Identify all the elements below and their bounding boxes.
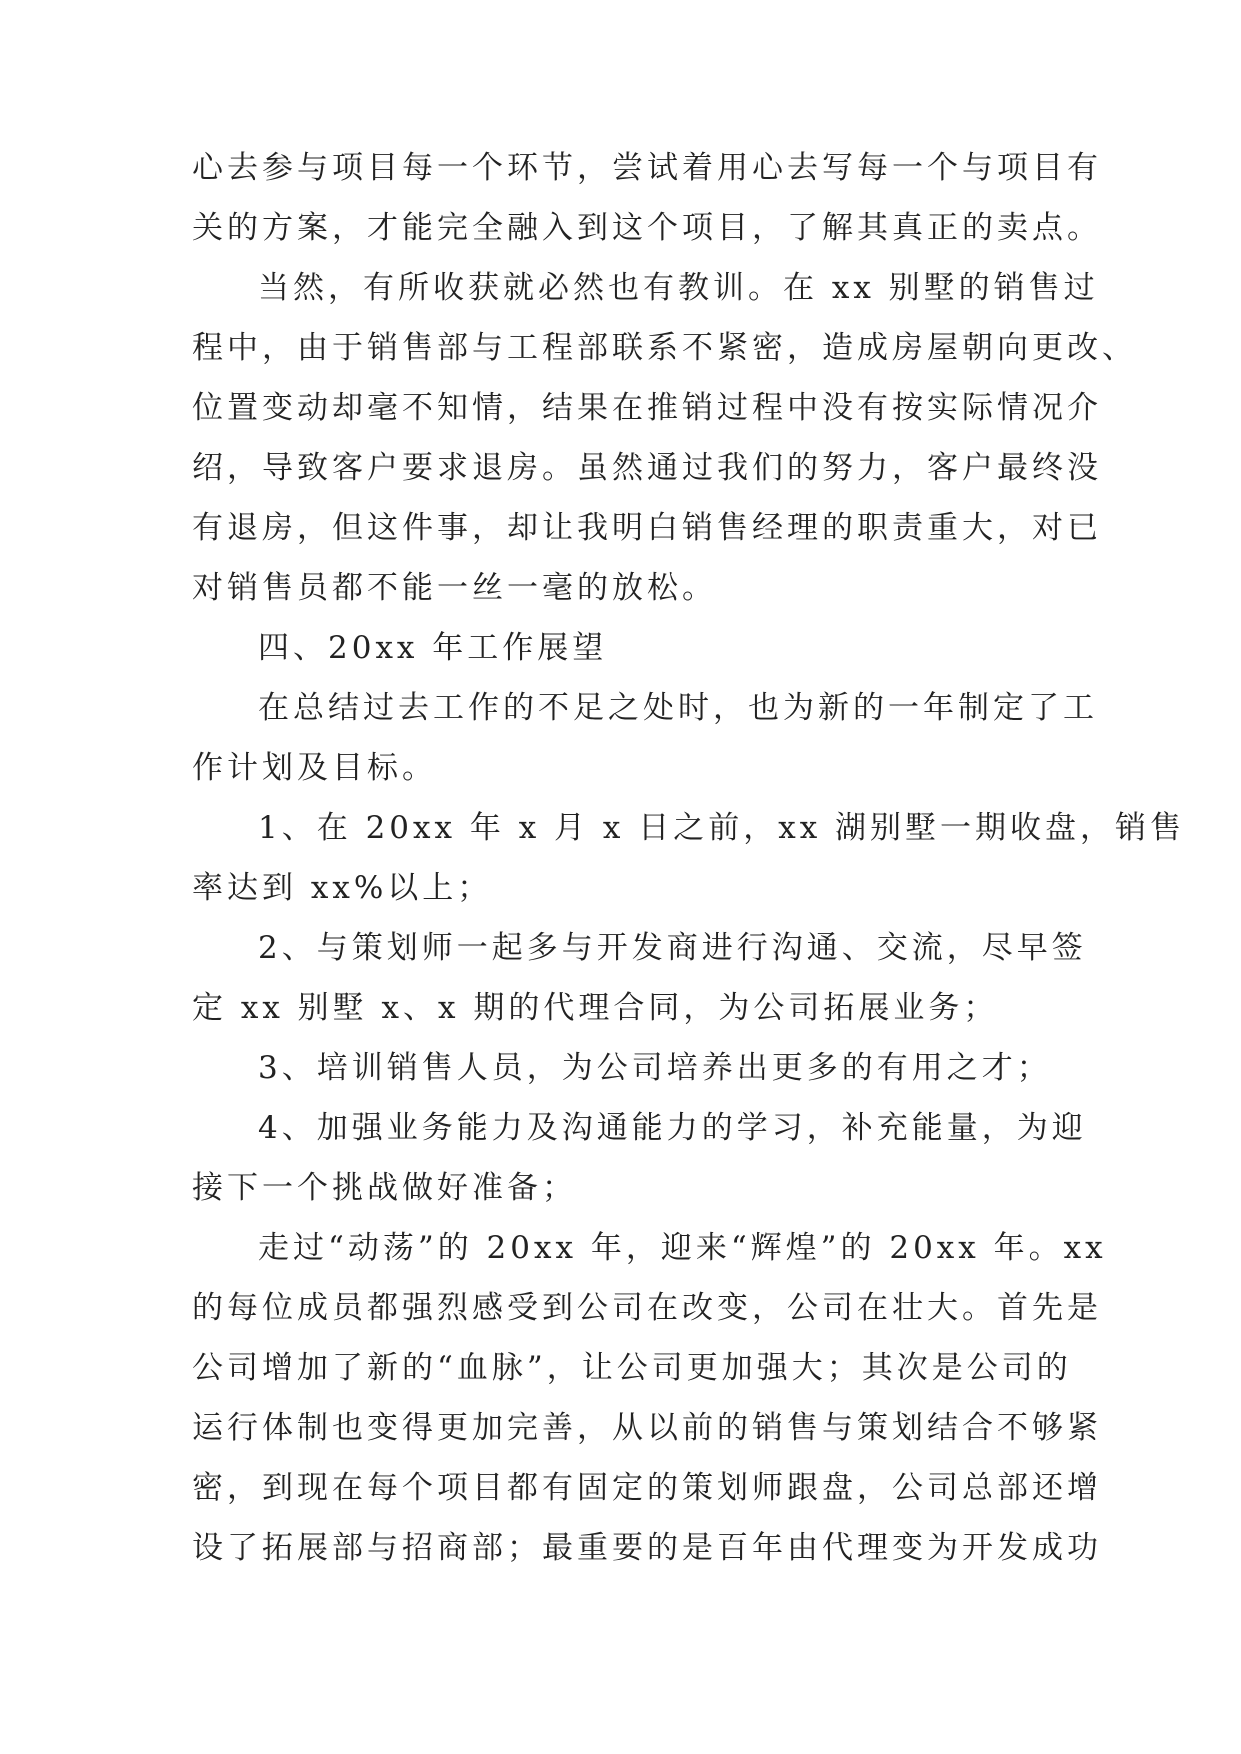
text-line: 的每位成员都强烈感受到公司在改变，公司在壮大。首先是 (192, 1290, 1102, 1326)
text-line: 率达到 xx%以上； (192, 870, 493, 906)
text-line: 密，到现在每个项目都有固定的策划师跟盘，公司总部还增 (192, 1470, 1102, 1506)
text-line: 接下一个挑战做好准备； (192, 1170, 577, 1206)
text-line: 当然，有所收获就必然也有教训。在 xx 别墅的销售过 (258, 270, 1099, 306)
list-item: 3、培训销售人员，为公司培养出更多的有用之才； (258, 1050, 1052, 1086)
text-line: 有退房，但这件事，却让我明白销售经理的职责重大，对已 (192, 510, 1102, 546)
text-line: 程中，由于销售部与工程部联系不紧密，造成房屋朝向更改、 (192, 330, 1137, 366)
text-line: 走过“动荡”的 20xx 年，迎来“辉煌”的 20xx 年。xx (258, 1230, 1107, 1266)
list-item: 2、与策划师一起多与开发商进行沟通、交流，尽早签 (258, 930, 1087, 966)
text-line: 心去参与项目每一个环节，尝试着用心去写每一个与项目有 (192, 150, 1102, 186)
text-line: 设了拓展部与招商部；最重要的是百年由代理变为开发成功 (192, 1530, 1102, 1566)
text-line: 作计划及目标。 (192, 750, 437, 786)
list-item: 4、加强业务能力及沟通能力的学习，补充能量，为迎 (258, 1110, 1087, 1146)
text-line: 绍，导致客户要求退房。虽然通过我们的努力，客户最终没 (192, 450, 1102, 486)
text-line: 公司增加了新的“血脉”，让公司更加强大；其次是公司的 (192, 1350, 1072, 1386)
text-line: 运行体制也变得更加完善，从以前的销售与策划结合不够紧 (192, 1410, 1102, 1446)
text-line: 定 xx 别墅 x、x 期的代理合同，为公司拓展业务； (192, 990, 999, 1026)
section-heading: 四、20xx 年工作展望 (258, 630, 608, 666)
text-line: 对销售员都不能一丝一毫的放松。 (192, 570, 717, 606)
text-line: 在总结过去工作的不足之处时，也为新的一年制定了工 (258, 690, 1098, 726)
text-line: 位置变动却毫不知情，结果在推销过程中没有按实际情况介 (192, 390, 1102, 426)
list-item: 1、在 20xx 年 x 月 x 日之前，xx 湖别墅一期收盘，销售 (258, 810, 1186, 846)
text-line: 关的方案，才能完全融入到这个项目，了解其真正的卖点。 (192, 210, 1102, 246)
